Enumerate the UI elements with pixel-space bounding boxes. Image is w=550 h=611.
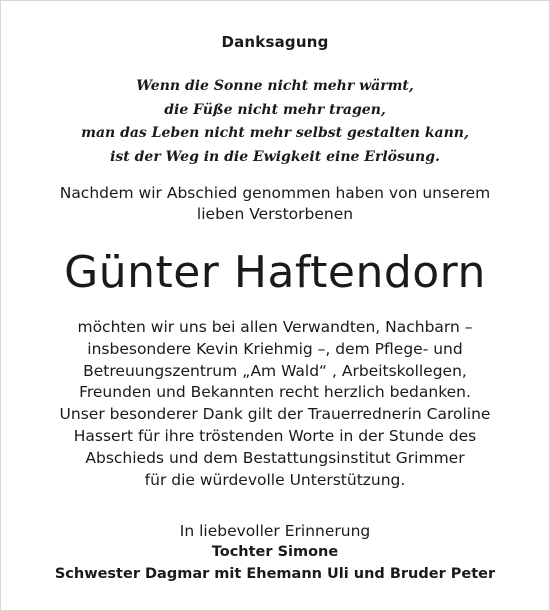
thanks-line: für die würdevolle Unterstützung. — [144, 470, 406, 489]
thanks-line: insbesondere Kevin Kriehmig –, dem Pflege- und — [87, 339, 463, 358]
signer-line: Schwester Dagmar mit Ehemann Uli und Bruder Peter — [54, 565, 496, 582]
notice-heading: Danksagung — [221, 33, 329, 51]
thanks-line: Unser besonderer Dank gilt der Trauerrednerin Caroline — [59, 405, 491, 424]
thanks-text — [1, 317, 549, 491]
poem-line: Wenn die Sonne nicht mehr wärmt, — [136, 78, 414, 94]
deceased-name: Günter Haftendorn — [64, 247, 486, 298]
thanks-line: Abschieds und dem Bestattungsinstitut Grimmer — [85, 448, 465, 467]
thanks-line: Betreuungszentrum „Am Wald“ , Arbeitskollegen, — [83, 361, 467, 380]
signer-line: Tochter Simone — [211, 544, 339, 560]
intro-line: Nachdem wir Abschied genommen haben von unserem — [59, 184, 491, 202]
poem-line: ist der Weg in die Ewigkeit eine Erlösung. — [110, 148, 440, 165]
thanks-line: möchten wir uns bei allen Verwandten, Nachbarn – — [77, 318, 473, 336]
thanks-line: Freunden und Bekannten recht herzlich bedanken. — [79, 383, 471, 402]
poem-verse — [1, 75, 549, 169]
closing-phrase: In liebevoller Erinnerung — [179, 522, 371, 540]
closing-block — [1, 521, 549, 585]
poem-line: man das Leben nicht mehr selbst gestalten kann, — [81, 125, 469, 141]
thanks-line: Hassert für ihre tröstenden Worte in der Stunde des — [73, 426, 477, 445]
intro-text — [1, 183, 549, 225]
intro-line: lieben Verstorbenen — [196, 205, 354, 223]
poem-line: die Füße nicht mehr tragen, — [164, 101, 386, 118]
